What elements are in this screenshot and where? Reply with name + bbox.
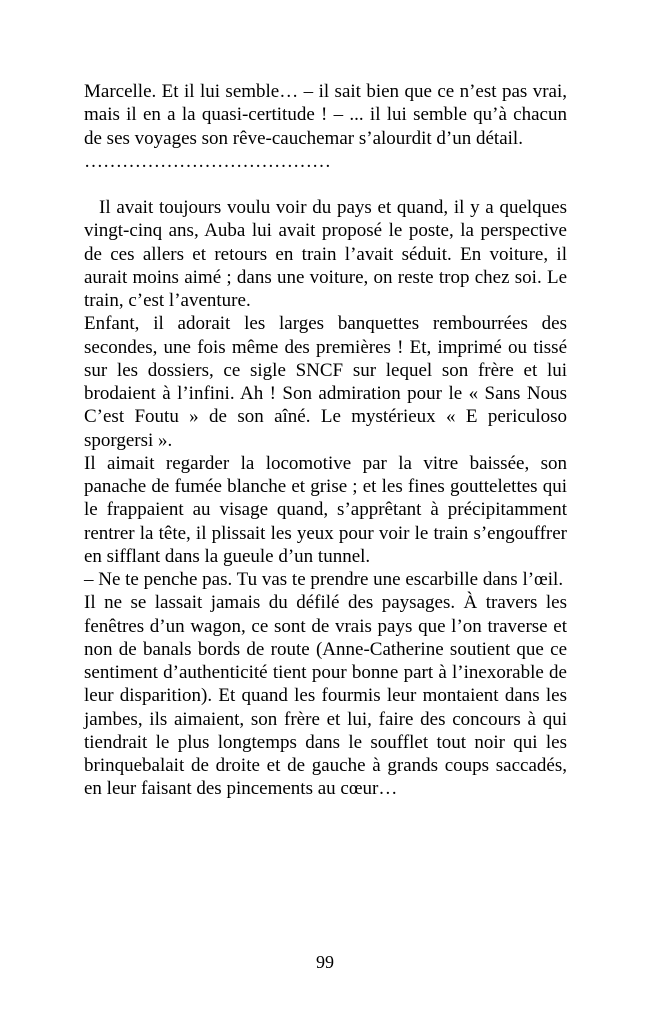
- blank-line: [84, 173, 567, 196]
- dialogue-line: – Ne te penche pas. Tu vas te prendre une escarbille dans l’œil.: [84, 569, 564, 590]
- paragraph-landscapes: Il ne se lassait jamais du défilé des paysages. À travers les fenêtres d’un wagon, ce sont de vrais pays que l’on traverse et non de banals bords de route (Anne-Catherine soutient que ce sentiment d’authenticité tient pour bonne part à l’inexorable de leur disparition). Et quand les fourmis leur montaient dans les jambes, ils aimaient, son frère et lui, faire des concours à qui tiendrait le plus longtemps dans le soufflet tout noir qui les brinquebalait de droite et de gauche à grands coups saccadés, en leur faisant des pincements au cœur…: [84, 592, 567, 800]
- page-body: [84, 80, 567, 801]
- paragraph-career: Il avait toujours voulu voir du pays et quand, il y a quelques vingt-cinq ans, Auba lui avait proposé le poste, la perspective de ces allers et retours en train l’avait séduit. En voiture, il aurait moins aimé ; dans une voiture, on reste trop chez soi. Le train, c’est l’aventure.: [84, 197, 567, 311]
- page-number: 99: [316, 952, 334, 972]
- ellipsis-separator: …………………………………: [84, 150, 331, 172]
- paragraph-childhood: Enfant, il adorait les larges banquettes rembourrées des secondes, une fois même des premières ! Et, imprimé ou tissé sur les dossiers, ce sigle SNCF sur lequel son frère et lui brodaient à l’infini. Ah ! Son admiration pour le « Sans Nous C’est Foutu » de son aîné. Le mystérieux « E periculoso sporgersi ».: [84, 313, 567, 451]
- paragraph-continuation: Marcelle. Et il lui semble… – il sait bien que ce n’est pas vrai, mais il en a la quasi-certitude ! – ... il lui semble qu’à chacun de ses voyages son rêve-cauchemar s’alourdit d’un détail.: [84, 81, 567, 149]
- paragraph-locomotive: Il aimait regarder la locomotive par la vitre baissée, son panache de fumée blanche et grise ; et les fines gouttelettes qui le frappaient au visage quand, s’apprêtant à précipitamment rentrer la tête, il plissait les yeux pour voir le train s’engouffrer en sifflant dans la gueule d’un tunnel.: [84, 452, 567, 567]
